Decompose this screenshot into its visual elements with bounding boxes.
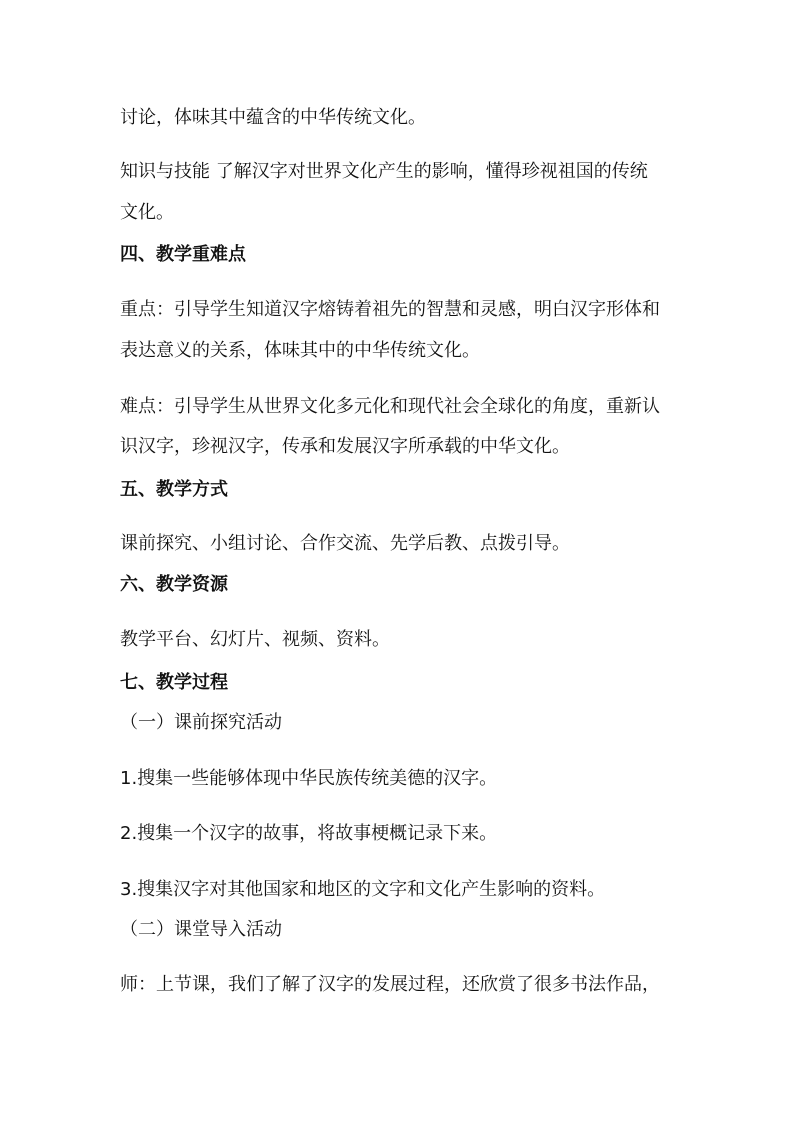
sub-heading: （一）课前探究活动: [120, 712, 282, 733]
paragraph-line: 识汉字，珍视汉字，传承和发展汉字所承载的中华文化。: [120, 436, 570, 457]
list-item: 2.搜集一个汉字的故事，将故事梗概记录下来。: [120, 823, 498, 844]
paragraph-line: 难点：引导学生从世界文化多元化和现代社会全球化的角度，重新认: [120, 396, 660, 417]
paragraph-line: 表达意义的关系，体味其中的中华传统文化。: [120, 340, 480, 361]
section-heading: 六、教学资源: [120, 574, 228, 595]
paragraph-line: 文化。: [120, 202, 174, 223]
paragraph-line: 重点：引导学生知道汉字熔铸着祖先的智慧和灵感，明白汉字形体和: [120, 299, 660, 320]
list-item: 1.搜集一些能够体现中华民族传统美德的汉字。: [120, 768, 498, 789]
section-heading: 五、教学方式: [120, 479, 228, 500]
paragraph-line: 讨论，体味其中蕴含的中华传统文化。: [120, 107, 426, 128]
section-heading: 四、教学重难点: [120, 244, 246, 265]
paragraph-line: 课前探究、小组讨论、合作交流、先学后教、点拨引导。: [120, 533, 570, 554]
sub-heading: （二）课堂导入活动: [120, 919, 282, 940]
section-heading: 七、教学过程: [120, 672, 228, 693]
paragraph-line: 师：上节课，我们了解了汉字的发展过程，还欣赏了很多书法作品，: [120, 974, 660, 995]
paragraph-line: 教学平台、幻灯片、视频、资料。: [120, 629, 390, 650]
list-item: 3.搜集汉字对其他国家和地区的文字和文化产生影响的资料。: [120, 879, 606, 900]
paragraph-line: 知识与技能 了解汉字对世界文化产生的影响，懂得珍视祖国的传统: [120, 161, 648, 182]
